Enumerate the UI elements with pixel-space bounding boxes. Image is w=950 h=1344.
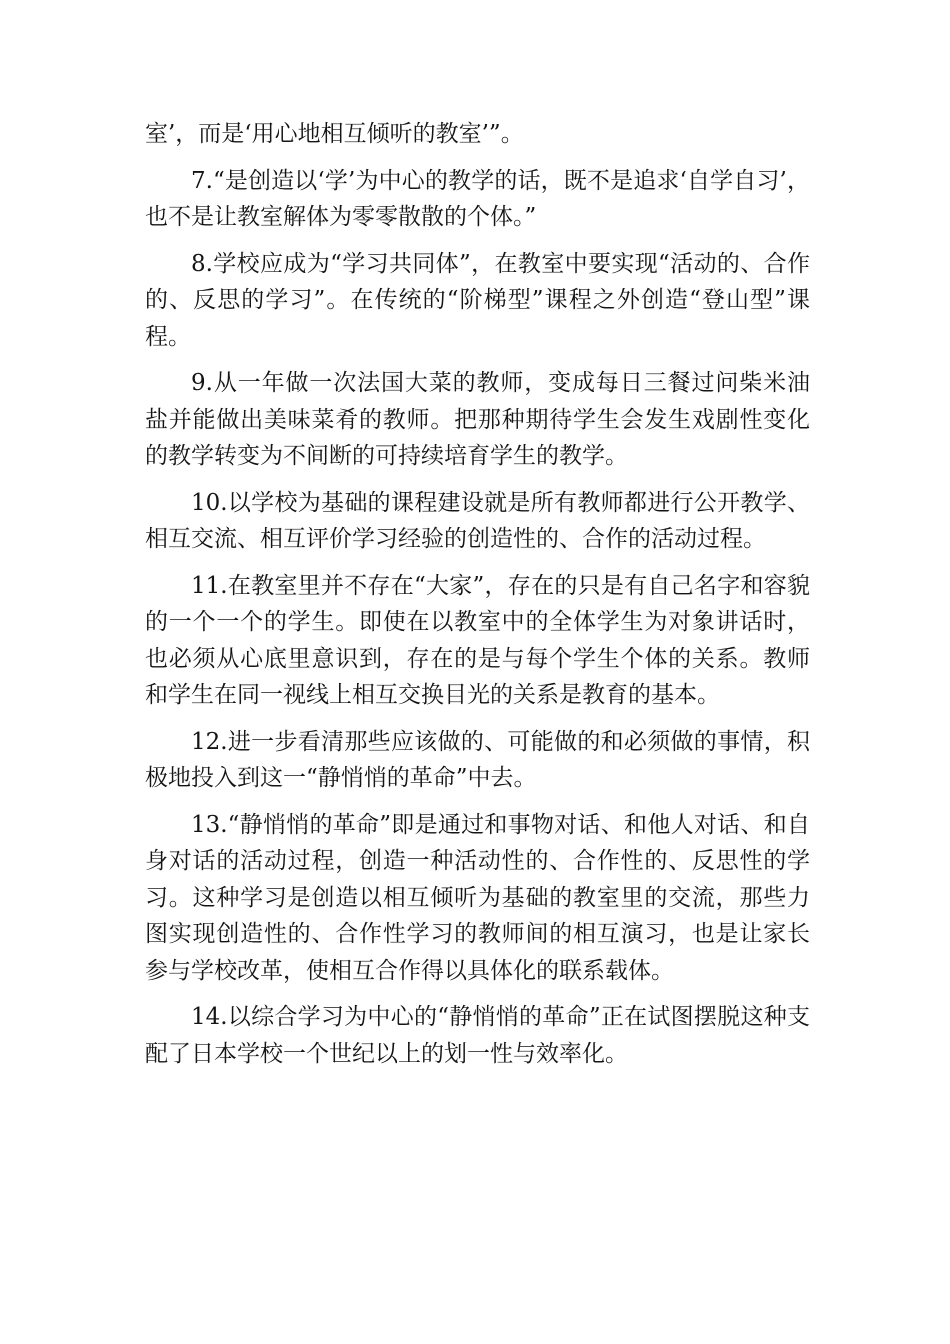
document-body [145,116,810,1082]
paragraph-item-12: 12.进一步看清那些应该做的、可能做的和必须做的事情，积极地投入到这一“静悄悄的革命”中去。 [145,728,810,791]
paragraph-item-14: 14.以综合学习为中心的“静悄悄的革命”正在试图摆脱这种支配了日本学校一个世纪以上的划一性与效率化。 [145,1004,810,1067]
paragraph-item-11: 11.在教室里并不存在“大家”，存在的只是有自己名字和容貌的一个一个的学生。即使在以教室中的全体学生为对象讲话时，也必须从心底里意识到，存在的是与每个学生个体的关系。教师和学生在同一视线上相互交换目光的关系是教育的基本。 [145,572,810,708]
paragraph-item-10: 10.以学校为基础的课程建设就是所有教师都进行公开教学、相互交流、相互评价学习经验的创造性的、合作的活动过程。 [145,489,810,552]
paragraph-item-7: 7.“是创造以‘学’为中心的教学的话，既不是追求‘自学自习’，也不是让教室解体为零零散散的个体。” [145,167,810,230]
paragraph-continuation: 室’，而是‘用心地相互倾听的教室’”。 [145,121,524,147]
paragraph-item-8: 8.学校应成为“学习共同体”，在教室中要实现“活动的、合作的、反思的学习”。在传统的“阶梯型”课程之外创造“登山型”课程。 [145,250,810,350]
paragraph-item-9: 9.从一年做一次法国大菜的教师，变成每日三餐过问柴米油盐并能做出美味菜肴的教师。把那种期待学生会发生戏剧性变化的教学转变为不间断的可持续培育学生的教学。 [145,370,810,469]
paragraph-item-13: 13.“静悄悄的革命”即是通过和事物对话、和他人对话、和自身对话的活动过程，创造一种活动性的、合作性的、反思性的学习。这种学习是创造以相互倾听为基础的教室里的交流，那些力图实现创造性的、合作性学习的教师间的相互演习，也是让家长参与学校改革，使相互合作得以具体化的联系载体。 [145,811,810,984]
